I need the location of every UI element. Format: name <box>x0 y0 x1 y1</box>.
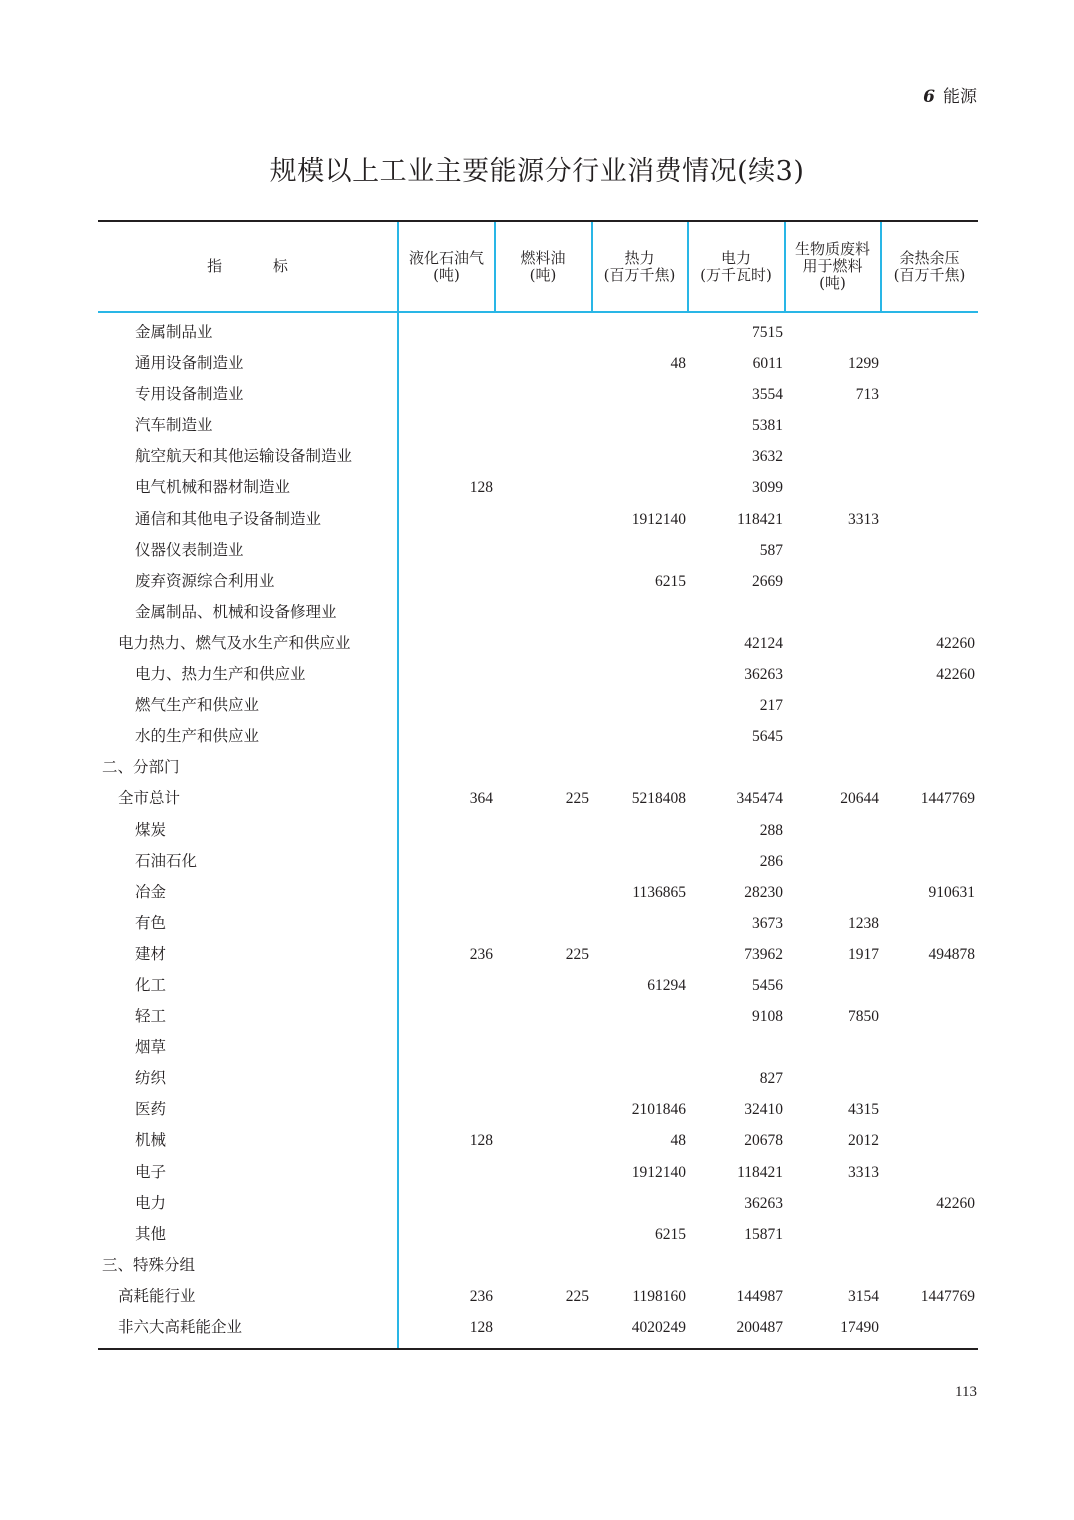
row-label: 二、分部门 <box>102 758 180 777</box>
row-label: 电力热力、燃气及水生产和供应业 <box>118 633 351 652</box>
table-row <box>98 752 978 783</box>
row-label: 轻工 <box>135 1007 167 1026</box>
table-body <box>98 317 978 1343</box>
cell-value: 3099 <box>752 479 783 497</box>
row-label: 石油石化 <box>135 851 198 870</box>
row-label: 医药 <box>135 1100 167 1119</box>
cell-value: 48 <box>670 1132 686 1150</box>
table-row <box>98 1250 978 1281</box>
table-row <box>98 1281 978 1312</box>
table-row <box>98 1094 978 1125</box>
cell-value: 200487 <box>736 1319 783 1336</box>
row-label: 通用设备制造业 <box>135 354 244 373</box>
row-label: 全市总计 <box>118 789 181 808</box>
cell-value: 4020249 <box>631 1319 686 1336</box>
table-row <box>98 783 978 814</box>
cell-value: 5645 <box>752 728 783 746</box>
table-row <box>98 1125 978 1156</box>
table-bottom-rule <box>98 1348 978 1350</box>
table-row <box>98 815 978 846</box>
row-label: 燃气生产和供应业 <box>135 696 260 715</box>
cell-value: 3154 <box>848 1287 879 1305</box>
chapter-header <box>923 86 977 108</box>
table-row <box>98 1157 978 1188</box>
row-label: 电力、热力生产和供应业 <box>135 665 306 684</box>
cell-value: 1447769 <box>920 1287 975 1305</box>
cell-value: 7515 <box>752 324 783 341</box>
table-row <box>98 504 978 535</box>
column-header-biomass: 生物质废料 用于燃料 (吨) <box>794 240 870 292</box>
cell-value: 6011 <box>752 355 783 373</box>
row-label: 电力 <box>135 1193 167 1212</box>
cell-value: 2669 <box>752 572 783 590</box>
table-row <box>98 1032 978 1063</box>
cell-value: 6215 <box>655 1225 686 1243</box>
table-row <box>98 970 978 1001</box>
data-table <box>98 220 978 1351</box>
cell-value: 48 <box>670 355 686 373</box>
table-row <box>98 908 978 939</box>
table-row <box>98 535 978 566</box>
cell-value: 42260 <box>936 634 975 652</box>
cell-value: 128 <box>469 479 493 497</box>
cell-value: 494878 <box>928 945 975 963</box>
cell-value: 73962 <box>744 945 783 963</box>
row-label: 三、特殊分组 <box>102 1255 196 1274</box>
cell-value: 225 <box>565 945 589 963</box>
table-row <box>98 1063 978 1094</box>
cell-value: 28230 <box>744 883 783 901</box>
cell-value: 144987 <box>736 1287 783 1305</box>
row-label: 废弃资源综合利用业 <box>135 571 275 590</box>
row-label: 电气机械和器材制造业 <box>135 478 291 497</box>
cell-value: 1912140 <box>631 1163 686 1181</box>
cell-value: 5456 <box>752 976 783 994</box>
row-label: 金属制品、机械和设备修理业 <box>135 602 337 621</box>
cell-value: 3632 <box>752 448 783 466</box>
cell-value: 910631 <box>928 883 975 901</box>
cell-value: 288 <box>759 821 783 839</box>
cell-value: 1917 <box>848 945 879 963</box>
cell-value: 1136865 <box>632 883 686 901</box>
cell-value: 1299 <box>848 355 879 373</box>
table-row <box>98 317 978 348</box>
row-label: 有色 <box>135 913 167 932</box>
table-row <box>98 721 978 752</box>
cell-value: 217 <box>759 697 783 715</box>
cell-value: 3673 <box>752 914 783 932</box>
cell-value: 1912140 <box>631 510 686 528</box>
cell-value: 3554 <box>752 386 783 404</box>
cell-value: 364 <box>469 790 493 808</box>
cell-value: 128 <box>469 1132 493 1150</box>
table-row <box>98 348 978 379</box>
header-bottom-rule <box>98 311 978 313</box>
table-row <box>98 846 978 877</box>
table-row <box>98 1188 978 1219</box>
cell-value: 5218408 <box>631 790 686 808</box>
row-label: 纺织 <box>135 1069 167 1088</box>
cell-value: 61294 <box>647 976 686 994</box>
cell-value: 42260 <box>936 1194 975 1212</box>
table-row <box>98 628 978 659</box>
page-title: 规模以上工业主要能源分行业消费情况(续3) <box>269 156 805 187</box>
cell-value: 1238 <box>848 914 879 932</box>
cell-value: 118421 <box>737 510 783 528</box>
row-label: 水的生产和供应业 <box>135 727 260 746</box>
row-label: 金属制品业 <box>135 323 213 341</box>
cell-value: 225 <box>565 790 589 808</box>
chapter-name: 能源 <box>943 87 977 107</box>
row-label: 电子 <box>135 1162 167 1181</box>
table-row <box>98 379 978 410</box>
cell-value: 5381 <box>752 417 783 435</box>
cell-value: 118421 <box>737 1163 783 1181</box>
chapter-number: 6 <box>923 87 935 107</box>
cell-value: 236 <box>469 945 493 963</box>
column-header-indicator: 指 标 <box>207 257 288 275</box>
table-row <box>98 472 978 503</box>
page-number: 113 <box>955 1384 977 1400</box>
cell-value: 827 <box>759 1070 783 1088</box>
cell-value: 3313 <box>848 510 879 528</box>
row-label: 煤炭 <box>135 820 167 839</box>
row-label: 冶金 <box>135 882 167 901</box>
cell-value: 32410 <box>744 1101 783 1119</box>
table-row <box>98 410 978 441</box>
cell-value: 713 <box>855 386 879 404</box>
table-row <box>98 659 978 690</box>
cell-value: 2012 <box>848 1132 879 1150</box>
cell-value: 1198160 <box>632 1287 686 1305</box>
table-row <box>98 939 978 970</box>
cell-value: 36263 <box>744 1194 783 1212</box>
row-label: 航空航天和其他运输设备制造业 <box>135 447 353 466</box>
table-row <box>98 1312 978 1343</box>
row-label: 化工 <box>135 975 167 994</box>
table-row <box>98 441 978 472</box>
table-row <box>98 1001 978 1032</box>
cell-value: 1447769 <box>920 790 975 808</box>
column-header-lpg: 液化石油气 (吨) <box>408 248 484 284</box>
cell-value: 7850 <box>848 1008 879 1026</box>
cell-value: 36263 <box>744 666 783 684</box>
cell-value: 128 <box>469 1319 493 1336</box>
cell-value: 17490 <box>840 1319 879 1336</box>
cell-value: 42124 <box>744 634 783 652</box>
row-label: 通信和其他电子设备制造业 <box>135 509 322 528</box>
row-label: 非六大高耗能企业 <box>118 1318 243 1336</box>
row-label: 仪器仪表制造业 <box>135 540 244 559</box>
cell-value: 20644 <box>840 790 879 808</box>
row-label: 烟草 <box>135 1038 167 1057</box>
cell-value: 2101846 <box>631 1101 686 1119</box>
row-label: 建材 <box>135 944 167 963</box>
row-label: 专用设备制造业 <box>135 385 244 404</box>
cell-value: 225 <box>565 1287 589 1305</box>
cell-value: 236 <box>469 1287 493 1305</box>
column-header-waste-heat: 余热余压 (百万千焦) <box>893 248 966 284</box>
column-header-heat: 热力 (百万千焦) <box>603 248 676 284</box>
row-label: 机械 <box>135 1131 167 1150</box>
column-header-electricity: 电力 (万千瓦时) <box>700 248 772 284</box>
cell-value: 20678 <box>744 1132 783 1150</box>
cell-value: 6215 <box>655 572 686 590</box>
cell-value: 42260 <box>936 666 975 684</box>
cell-value: 15871 <box>744 1225 783 1243</box>
row-label: 汽车制造业 <box>135 416 213 435</box>
cell-value: 587 <box>759 541 783 559</box>
cell-value: 286 <box>759 852 783 870</box>
cell-value: 345474 <box>736 790 783 808</box>
cell-value: 9108 <box>752 1008 783 1026</box>
table-row <box>98 597 978 628</box>
table-row <box>98 566 978 597</box>
table-row <box>98 690 978 721</box>
column-header-fuel-oil: 燃料油 (吨) <box>520 248 566 284</box>
row-label: 高耗能行业 <box>118 1286 196 1305</box>
row-label: 其他 <box>135 1224 167 1243</box>
table-row <box>98 877 978 908</box>
cell-value: 3313 <box>848 1163 879 1181</box>
table-row <box>98 1219 978 1250</box>
cell-value: 4315 <box>848 1101 879 1119</box>
